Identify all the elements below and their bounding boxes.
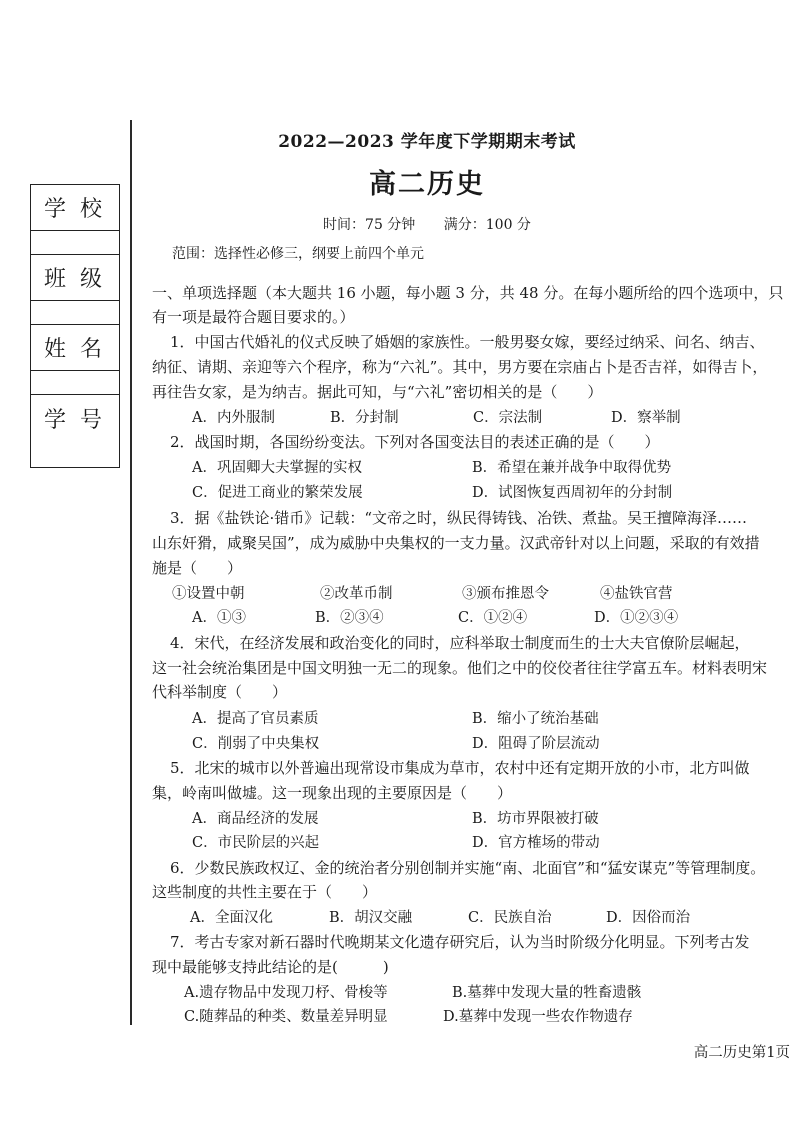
q5-line1: 5．北宋的城市以外普遍出现常设市集成为草市，农村中还有定期开放的小市，北方叫做 (170, 759, 750, 777)
q1-line2: 纳征、请期、亲迎等六个程序，称为“六礼”。其中，男方要在宗庙占卜是否吉祥，如得吉卜， (152, 358, 768, 376)
school-blank[interactable] (31, 231, 119, 255)
q3-line3: 施是（ ） (152, 559, 243, 577)
q3-option-d[interactable]: D．①②③④ (594, 610, 679, 626)
page-footer-label: 高二历史第1页 (693, 1045, 790, 1061)
q3-option-a[interactable]: A．①③ (192, 610, 246, 626)
q3-line1: 3．据《盐铁论·错币》记载：“文帝之时，纵民得铸钱、冶铁、煮盐。吴王擅障海泽…… (170, 509, 747, 527)
q7-option-d[interactable]: D.墓葬中发现一些农作物遗存 (443, 1009, 633, 1025)
q1-option-d[interactable]: D．察举制 (611, 410, 681, 426)
q4-line3: 代科举制度（ ） (152, 683, 288, 701)
q4-option-a[interactable]: A．提高了官员素质 (192, 711, 319, 727)
q3-item-1: ①设置中朝 (172, 586, 245, 602)
q2-option-c[interactable]: C．促进工商业的繁荣发展 (192, 485, 363, 501)
q2-option-a[interactable]: A．巩固卿大夫掌握的实权 (192, 460, 362, 476)
q5-line2: 集，岭南叫做墟。这一现象出现的主要原因是（ ） (152, 784, 513, 802)
q7-line1: 7．考古专家对新石器时代晚期某文化遗存研究后，认为当时阶级分化明显。下列考古发 (170, 933, 750, 951)
exam-scope: 范围：选择性必修三，纲要上前四个单元 (172, 246, 424, 262)
class-label: 班级 (31, 255, 119, 301)
q6-line2: 这些制度的共性主要在于（ ） (152, 883, 378, 901)
q1-option-c[interactable]: C．宗法制 (473, 410, 543, 426)
q6-line1: 6．少数民族政权辽、金的统治者分别创制并实施“南、北面官”和“猛安谋克”等管理制度。 (170, 859, 766, 877)
exam-score: 满分：100 分 (443, 217, 531, 233)
name-label: 姓名 (31, 325, 119, 371)
q3-item-2: ②改革币制 (320, 586, 393, 602)
school-label: 学校 (31, 185, 119, 231)
subject-title: 高二历史 (369, 169, 485, 200)
student-id-label: 学号 (43, 407, 116, 433)
q7-option-c[interactable]: C.随葬品的种类、数量差异明显 (184, 1009, 388, 1025)
q4-line2: 这一社会统治集团是中国文明独一无二的现象。他们之中的佼佼者往往学富五车。材料表明宋 (152, 659, 768, 677)
q2-option-b[interactable]: B．希望在兼并战争中取得优势 (472, 460, 672, 476)
q5-option-d[interactable]: D．官方榷场的带动 (472, 835, 600, 851)
q7-line2: 现中最能够支持此结论的是( ) (152, 958, 389, 976)
q7-option-a[interactable]: A.遗存物品中发现刀杼、骨梭等 (184, 985, 388, 1001)
q1-option-b[interactable]: B．分封制 (330, 410, 399, 426)
q5-option-b[interactable]: B．坊市界限被打破 (472, 811, 599, 827)
q3-item-3: ③颁布推恩令 (462, 586, 549, 602)
q3-item-4: ④盐铁官营 (600, 586, 673, 602)
q4-option-d[interactable]: D．阻碍了阶层流动 (472, 736, 600, 752)
q5-option-c[interactable]: C．市民阶层的兴起 (192, 835, 320, 851)
q3-option-c[interactable]: C．①②④ (458, 610, 528, 626)
class-blank[interactable] (31, 301, 119, 325)
binding-line (130, 120, 132, 1025)
q6-option-d[interactable]: D．因俗而治 (606, 910, 691, 926)
name-blank[interactable] (31, 371, 119, 395)
q1-line1: 1．中国古代婚礼的仪式反映了婚姻的家族性。一般男娶女嫁，要经过纳采、问名、纳吉、 (170, 333, 765, 351)
q3-line2: 山东奸猾，咸聚吴国”，成为威胁中央集权的一支力量。汉武帝针对以上问题，采取的有效措 (152, 534, 760, 552)
section-title-line1: 一、单项选择题（本大题共 16 小题，每小题 3 分，共 48 分。在每小题所给的四个选项中，只 (152, 284, 784, 302)
q2-line1: 2．战国时期，各国纷纷变法。下列对各国变法目的表述正确的是（ ） (170, 433, 660, 451)
q4-option-b[interactable]: B．缩小了统治基础 (472, 711, 599, 727)
q6-option-b[interactable]: B．胡汉交融 (329, 910, 413, 926)
exam-title: 2022—2023 学年度下学期期末考试 (278, 132, 576, 152)
exam-meta (0, 214, 794, 234)
q4-line1: 4．宋代，在经济发展和政治变化的同时，应科举取士制度而生的士大夫官僚阶层崛起， (170, 634, 750, 652)
q1-option-a[interactable]: A．内外服制 (192, 410, 275, 426)
q6-option-a[interactable]: A．全面汉化 (190, 910, 273, 926)
q1-line3: 再往告女家，是为纳吉。据此可知，与“六礼”密切相关的是（ ） (152, 383, 603, 401)
exam-time: 时间：75 分钟 (323, 217, 416, 233)
q7-option-b[interactable]: B.墓葬中发现大量的牲畜遗骸 (452, 985, 642, 1001)
q6-option-c[interactable]: C．民族自治 (468, 910, 552, 926)
q4-option-c[interactable]: C．削弱了中央集权 (192, 736, 320, 752)
section-title-line2: 有一项是最符合题目要求的。） (152, 308, 355, 326)
q2-option-d[interactable]: D．试图恢复西周初年的分封制 (472, 485, 673, 501)
q3-option-b[interactable]: B．②③④ (315, 610, 384, 626)
q5-option-a[interactable]: A．商品经济的发展 (192, 811, 319, 827)
